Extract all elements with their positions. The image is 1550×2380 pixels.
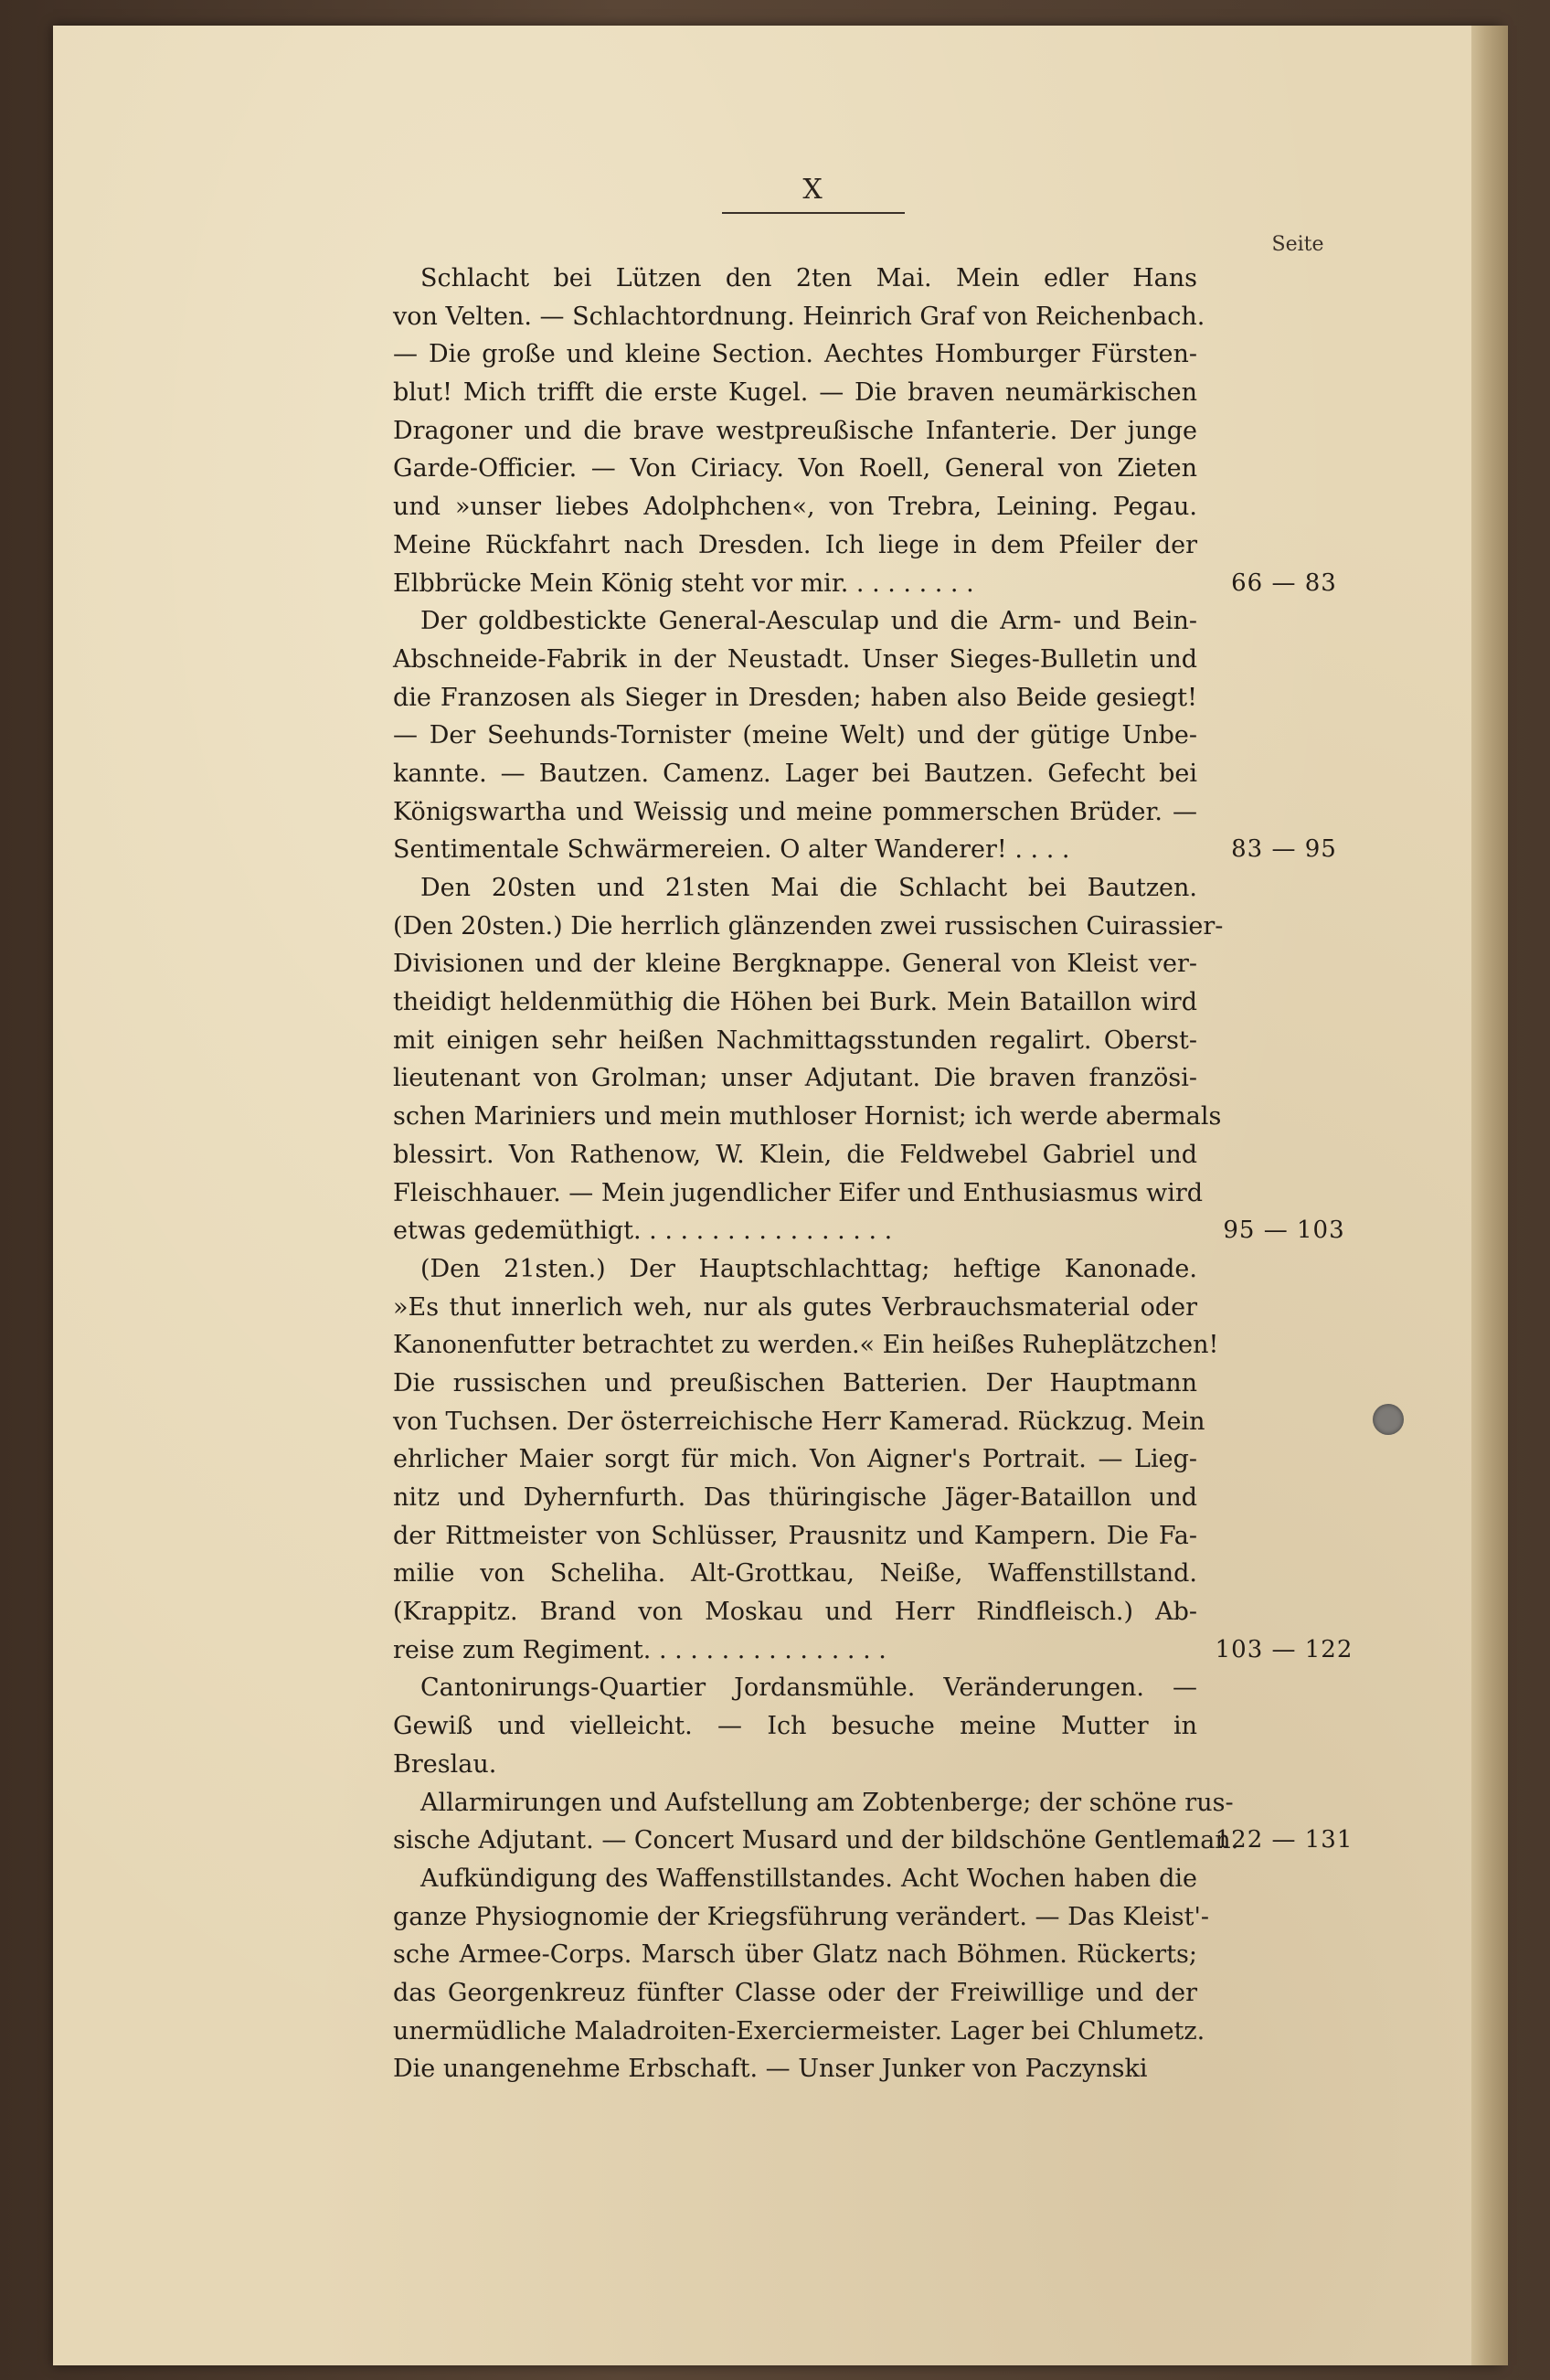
- toc-line-text: blut! Mich trifft die erste Kugel. — Die braven neumärkischen: [393, 378, 1197, 408]
- toc-line-text: theidigt heldenmüthig die Höhen bei Burk. Mein Bataillon wird: [393, 988, 1197, 1017]
- toc-entry: [393, 1250, 1362, 1670]
- toc-line: [393, 1784, 1362, 1822]
- toc-line-text: Fleischhauer. — Mein jugendlicher Eifer und Enthusiasmus wird: [393, 1178, 1204, 1207]
- toc-line-text: Kanonenfutter betrachtet zu werden.« Ein heißes Ruheplätzchen!: [393, 1331, 1219, 1360]
- toc-entry: [393, 1669, 1362, 1783]
- toc-line: [393, 983, 1362, 1022]
- toc-line: [393, 793, 1362, 832]
- toc-page-range: 95 — 103: [1223, 1217, 1345, 1245]
- toc-line: [393, 717, 1362, 755]
- toc-line: [393, 1593, 1362, 1631]
- toc-line: [393, 1059, 1362, 1098]
- toc-line: [393, 374, 1362, 412]
- toc-line: [393, 488, 1362, 526]
- toc-line: [393, 1860, 1362, 1898]
- toc-line-text: (Den 20sten.) Die herrlich glänzenden zwei russischen Cuirassier-: [393, 911, 1224, 940]
- toc-line-text: »Es thut innerlich weh, nur als gutes Verbrauchsmaterial oder: [393, 1292, 1197, 1322]
- toc-line-text: milie von Scheliha. Alt-Grottkau, Neiße, Waffenstillstand.: [393, 1559, 1197, 1588]
- toc-line: [393, 260, 1362, 298]
- toc-line-text: Elbbrücke Mein König steht vor mir. . . . . . . . .: [393, 568, 974, 598]
- toc-line-text: Den 20sten und 21sten Mai die Schlacht bei Bautzen.: [420, 874, 1197, 902]
- toc-line-text: Schlacht bei Lützen den 2ten Mai. Mein edler Hans: [420, 264, 1197, 292]
- toc-line: [393, 1936, 1362, 1974]
- toc-line: [393, 565, 1362, 603]
- toc-line-text: blessirt. Von Rathenow, W. Klein, die Feldwebel Gabriel und: [393, 1140, 1197, 1169]
- toc-line-text: sische Adjutant. — Concert Musard und der bildschöne Gentleman.: [393, 1826, 1239, 1855]
- toc-line-text: ehrlicher Maier sorgt für mich. Von Aigner's Portrait. — Lieg-: [393, 1445, 1197, 1474]
- toc-line-text: Garde-Officier. — Von Ciriacy. Von Roell, General von Zieten: [393, 454, 1197, 483]
- toc-line: [393, 831, 1362, 869]
- toc-line: [393, 1440, 1362, 1479]
- page-binding-edge: [1471, 26, 1508, 2365]
- toc-line: [393, 1746, 1362, 1784]
- toc-line-text: etwas gedemüthigt. . . . . . . . . . . . . . . . .: [393, 1217, 893, 1246]
- toc-line: [393, 1707, 1362, 1746]
- toc-line: [393, 412, 1362, 451]
- toc-line-text: Allarmirungen und Aufstellung am Zobtenberge; der schöne rus-: [420, 1788, 1234, 1817]
- toc-entry: [393, 260, 1362, 602]
- toc-line-text: der Rittmeister von Schlüsser, Prausnitz und Kampern. Die Fa-: [393, 1521, 1197, 1550]
- toc-line: [393, 1289, 1362, 1327]
- toc-line: [393, 1517, 1362, 1556]
- toc-line: [393, 450, 1362, 488]
- toc-line-text: ganze Physiognomie der Kriegsführung verändert. — Das Kleist'-: [393, 1902, 1209, 1931]
- toc-entry: [393, 1860, 1362, 2088]
- toc-line-text: von Tuchsen. Der österreichische Herr Kamerad. Rückzug. Mein: [393, 1407, 1205, 1436]
- toc-line: [393, 1365, 1362, 1403]
- toc-line-text: nitz und Dyhernfurth. Das thüringische Jäger-Bataillon und: [393, 1483, 1197, 1512]
- toc-page-range: 122 — 131: [1215, 1826, 1354, 1854]
- toc-line-text: Cantonirungs-Quartier Jordansmühle. Veränderungen. —: [420, 1673, 1197, 1703]
- punch-hole: [1373, 1404, 1404, 1435]
- toc-line-text: Königswartha und Weissig und meine pommerschen Brüder. —: [393, 797, 1197, 826]
- toc-line: [393, 1631, 1362, 1670]
- toc-line: [393, 679, 1362, 717]
- toc-line-text: (Krappitz. Brand von Moskau und Herr Rindfleisch.) Ab-: [393, 1598, 1197, 1627]
- toc-line: [393, 945, 1362, 983]
- toc-line: [393, 1022, 1362, 1060]
- toc-line: [393, 526, 1362, 565]
- toc-line: [393, 1098, 1362, 1136]
- toc-line: [393, 641, 1362, 679]
- toc-line-text: sche Armee-Corps. Marsch über Glatz nach Böhmen. Rückerts;: [393, 1940, 1197, 1970]
- toc-entry: [393, 869, 1362, 1250]
- toc-line: [393, 1136, 1362, 1174]
- toc-line-text: Divisionen und der kleine Bergknappe. General von Kleist ver-: [393, 950, 1197, 979]
- toc-line-text: Sentimentale Schwärmereien. O alter Wanderer! . . . .: [393, 835, 1070, 865]
- toc-line-text: das Georgenkreuz fünfter Classe oder der Freiwillige und der: [393, 1978, 1197, 2007]
- toc-line-text: Meine Rückfahrt nach Dresden. Ich liege in dem Pfeiler der: [393, 530, 1197, 559]
- toc-line-text: lieutenant von Grolman; unser Adjutant. Die braven französi-: [393, 1064, 1197, 1093]
- toc-line-text: — Die große und kleine Section. Aechtes Homburger Fürsten-: [393, 340, 1197, 369]
- toc-line-text: Dragoner und die brave westpreußische Infanterie. Der junge: [393, 416, 1197, 445]
- toc-line-text: unermüdliche Maladroiten-Exerciermeister. Lager bei Chlumetz.: [393, 2016, 1205, 2045]
- toc-line: [393, 755, 1362, 793]
- toc-entry: [393, 1784, 1362, 1860]
- toc-page-range: 83 — 95: [1231, 835, 1337, 864]
- header-rule: [722, 212, 905, 214]
- page-number: X: [802, 174, 824, 206]
- toc-line-text: Die russischen und preußischen Batterien. Der Hauptmann: [393, 1368, 1197, 1397]
- toc-line: [393, 1822, 1362, 1860]
- toc-line: [393, 1326, 1362, 1365]
- toc-line: [393, 869, 1362, 908]
- toc-line: [393, 1974, 1362, 2013]
- toc-line: [393, 908, 1362, 946]
- toc-line-text: und »unser liebes Adolphchen«, von Trebra, Leining. Pegau.: [393, 493, 1197, 522]
- toc-line: [393, 1250, 1362, 1289]
- toc-line-text: von Velten. — Schlachtordnung. Heinrich Graf von Reichenbach.: [393, 302, 1205, 331]
- toc-page-range: 66 — 83: [1231, 568, 1337, 597]
- toc-line: [393, 1212, 1362, 1250]
- toc-line: [393, 1898, 1362, 1937]
- toc-entry: [393, 602, 1362, 869]
- toc-line-text: Breslau.: [393, 1749, 497, 1779]
- toc-line: [393, 1555, 1362, 1593]
- toc-line: [393, 298, 1362, 336]
- toc-line-text: Gewiß und vielleicht. — Ich besuche meine Mutter in: [393, 1712, 1197, 1741]
- toc-line-text: reise zum Regiment. . . . . . . . . . . . . . . .: [393, 1635, 886, 1664]
- toc-page-range: 103 — 122: [1215, 1635, 1354, 1663]
- toc-line-text: schen Mariniers und mein muthloser Hornist; ich werde abermals: [393, 1102, 1222, 1132]
- toc-line: [393, 1174, 1362, 1213]
- toc-line: [393, 602, 1362, 641]
- toc-line-text: — Der Seehunds-Tornister (meine Welt) und der gütige Unbe-: [393, 721, 1197, 750]
- toc-line: [393, 2050, 1362, 2088]
- toc-line-text: die Franzosen als Sieger in Dresden; haben also Beide gesiegt!: [393, 683, 1197, 712]
- toc-line-text: (Den 21sten.) Der Hauptschlachttag; heftige Kanonade.: [420, 1254, 1197, 1283]
- toc-line: [393, 2013, 1362, 2051]
- toc-line: [393, 1479, 1362, 1517]
- toc-line: [393, 335, 1362, 374]
- toc-line: [393, 1669, 1362, 1707]
- toc-line-text: Aufkündigung des Waffenstillstandes. Acht Wochen haben die: [420, 1864, 1197, 1893]
- table-of-contents: [393, 260, 1362, 2088]
- toc-line-text: kannte. — Bautzen. Camenz. Lager bei Bautzen. Gefecht bei: [393, 759, 1197, 788]
- toc-line-text: Abschneide-Fabrik in der Neustadt. Unser Sieges-Bulletin und: [393, 644, 1197, 674]
- toc-line: [393, 1403, 1362, 1441]
- column-label-seite: Seite: [1271, 233, 1324, 256]
- toc-line-text: Der goldbestickte General-Aesculap und die Arm- und Bein-: [420, 607, 1197, 636]
- toc-line-text: Die unangenehme Erbschaft. — Unser Junker von Paczynski: [393, 2055, 1148, 2084]
- toc-line-text: mit einigen sehr heißen Nachmittagsstunden regalirt. Oberst-: [393, 1025, 1197, 1055]
